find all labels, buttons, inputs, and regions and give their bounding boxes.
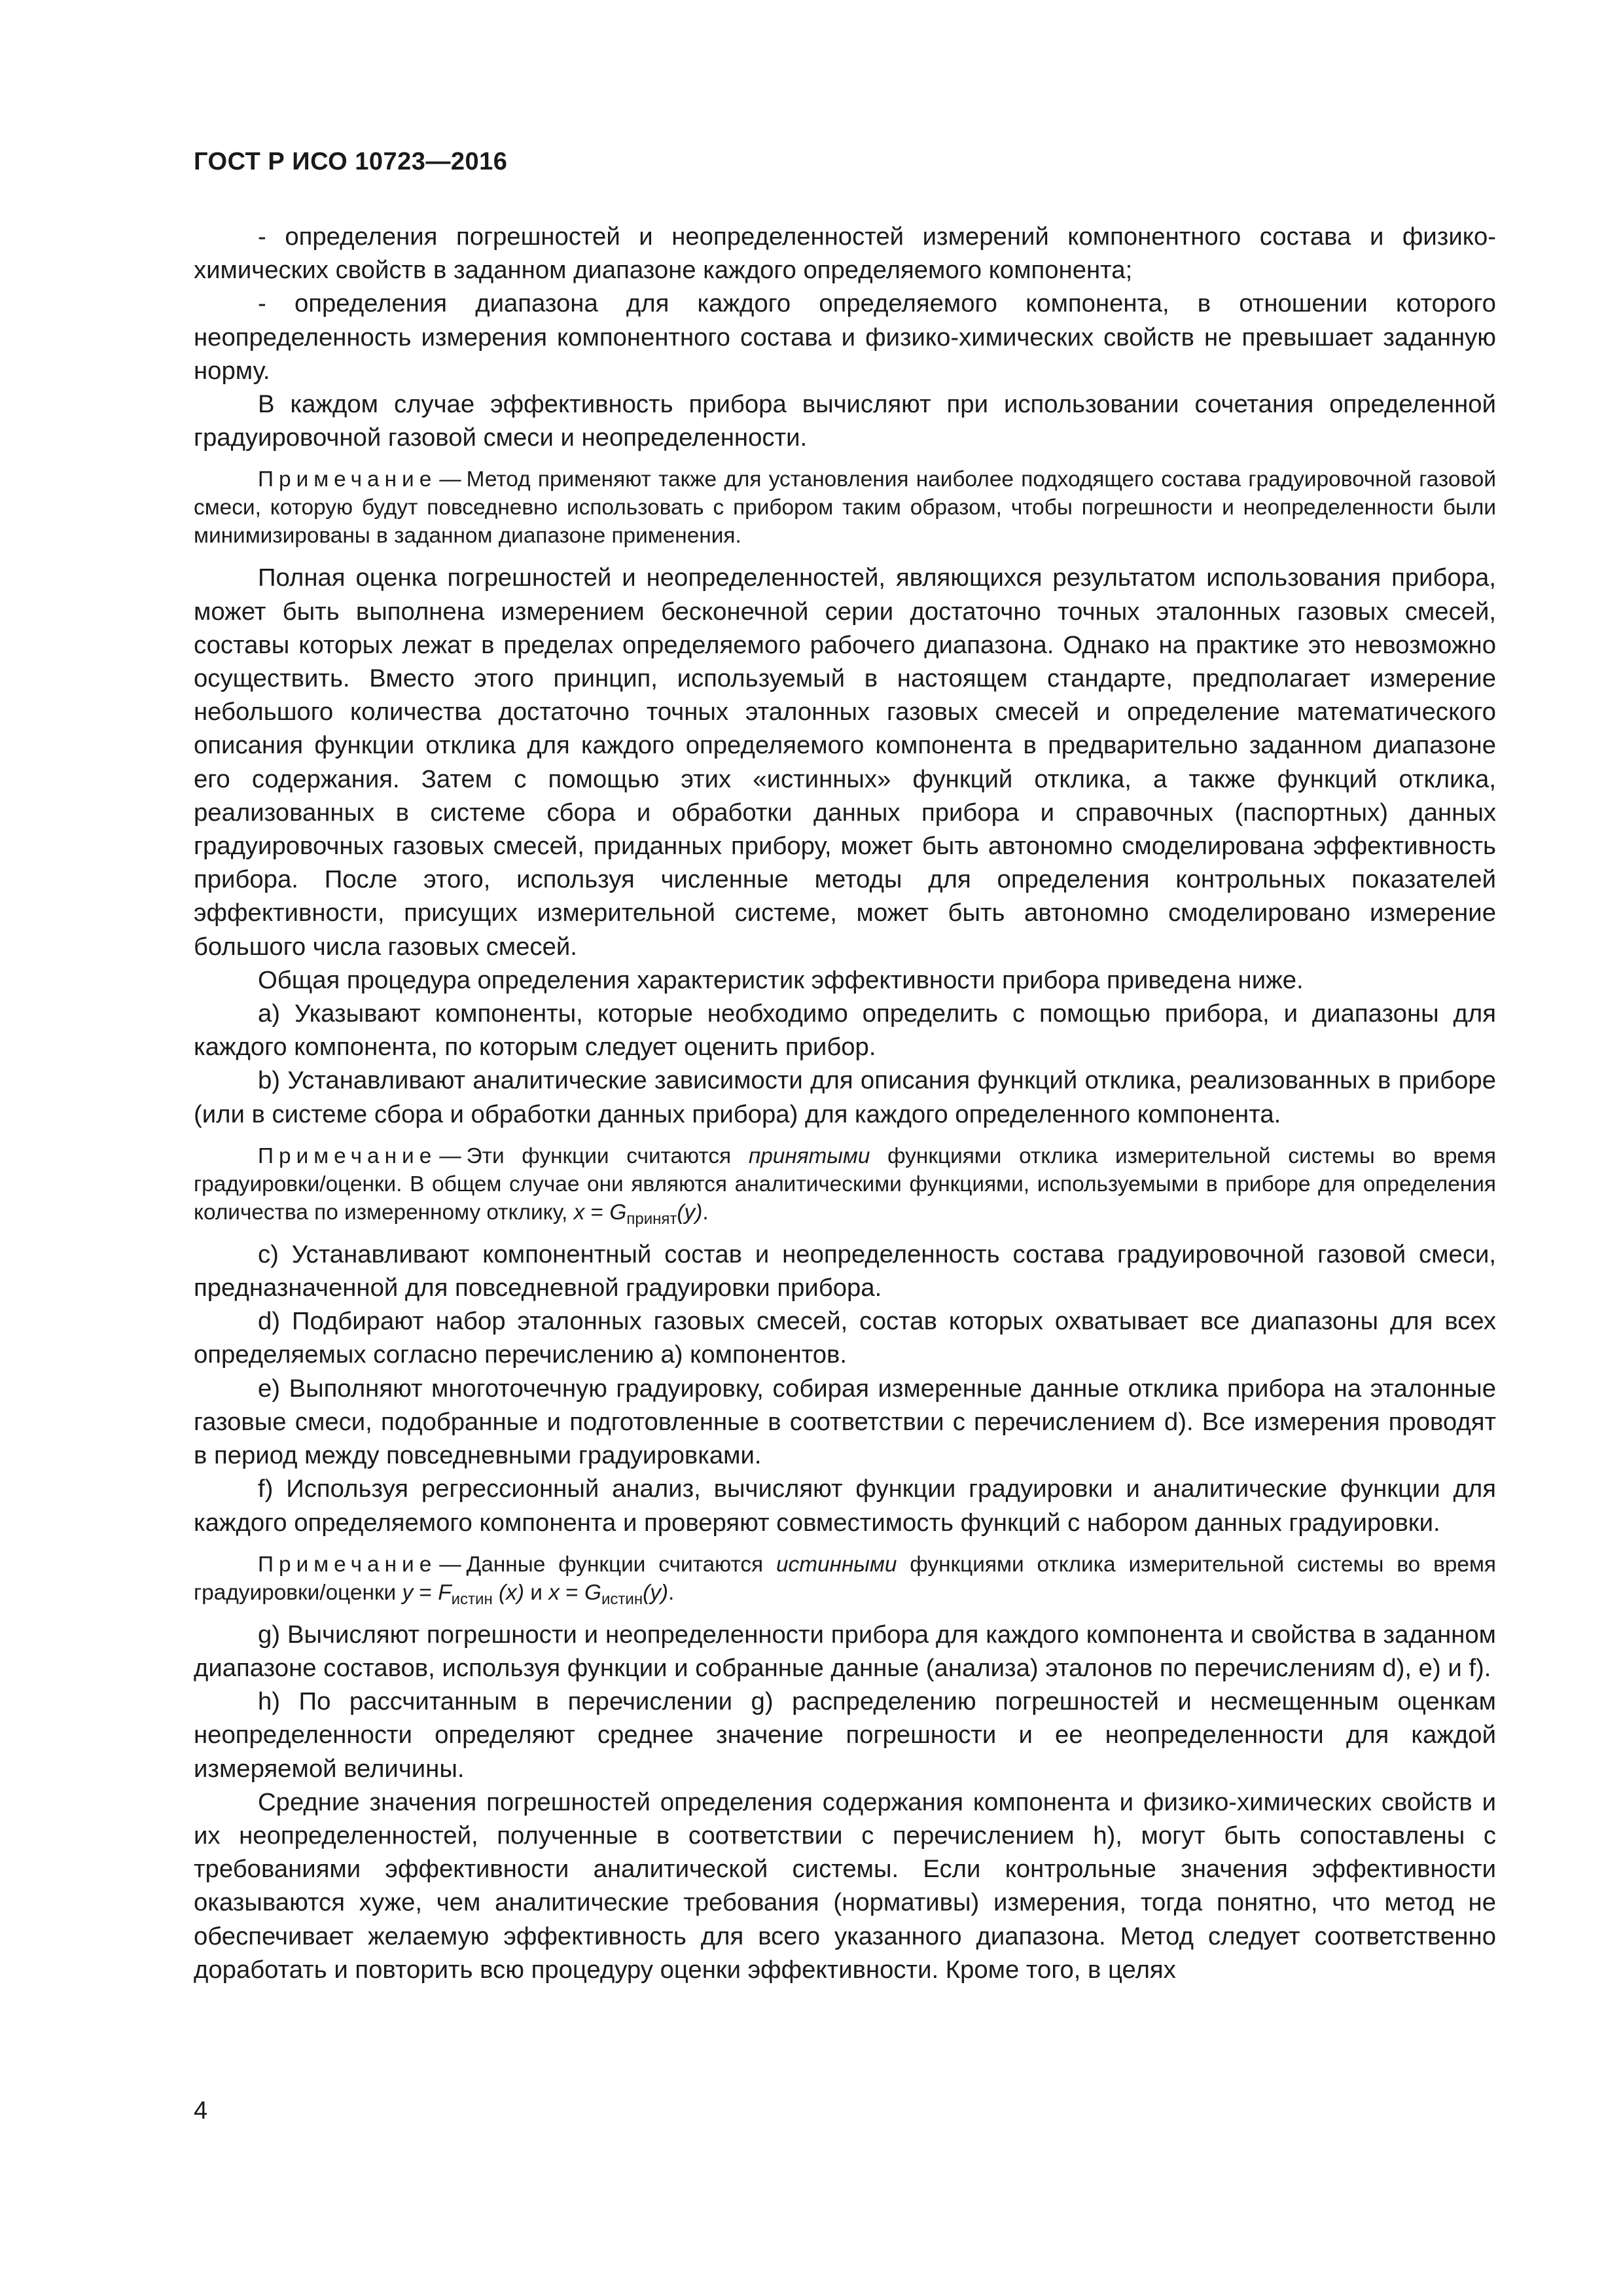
formula-argument: (x) xyxy=(492,1580,524,1605)
list-item: b) Устанавливают аналитические зависимости для описания функций отклика, реализованных в приборе (или в системе сбора и обработки данных прибора) для каждого определенного компонента. xyxy=(194,1066,1496,1128)
formula-variable: x xyxy=(548,1580,560,1605)
formula-function: G xyxy=(584,1580,601,1605)
list-item: а) Указывают компоненты, которые необходимо определить с помощью прибора, и диапазоны для каждого компонента, по которым следует оценить прибор. xyxy=(194,999,1496,1062)
formula-end: . xyxy=(702,1200,709,1225)
note xyxy=(194,465,1496,550)
formula-subscript: принят xyxy=(626,1210,677,1229)
paragraph: Средние значения погрешностей определения содержания компонента и физико-химических свойств и их неопределенностей, полученные в соответствии с перечислением h), могут быть сопоставлены с требованиями эффективности аналитической системы. Если контрольные значения эффективности оказываются хуже, чем аналитические требования (нормативы) измерения, тогда понятно, что метод не обеспечивает желаемую эффективность для всего указанного диапазона. Метод следует соответственно доработать и повторить всю процедуру оценки эффективности. Кроме того, в целях xyxy=(194,1787,1496,1984)
paragraph: Полная оценка погрешностей и неопределенностей, являющихся результатом использования прибора, может быть выполнена измерением бесконечной серии достаточно точных эталонных газовых смесей, составы которых лежат в пределах определяемого рабочего диапазона. Однако на практике это невозможно осуществить. Вместо этого принцип, используемый в настоящем стандарте, предполагает измерение небольшого количества достаточно точных эталонных газовых смесей и определение математического описания функции отклика для каждого определяемого компонента в предварительно заданном диапазоне его содержания. Затем с помощью этих «истинных» функций отклика, а также функций отклика, реализованных в системе сбора и обработки данных прибора и справочных (паспортных) данных градуировочных газовых смесей, приданных прибору, может быть автономно смоделирована эффективность прибора. После этого, используя численные методы для определения контрольных показателей эффективности, присущих измерительной системе, может быть автономно смоделировано измерение большого числа газовых смесей. xyxy=(194,564,1496,961)
formula-end: . xyxy=(668,1580,675,1605)
formula-variable: y xyxy=(402,1580,414,1605)
formula-function: G xyxy=(609,1200,627,1225)
formula-subscript: истин xyxy=(601,1590,643,1608)
list-item: d) Подбирают набор эталонных газовых смесей, состав которых охватывает все диапазоны для всех определяемых согласно перечислению а) компонентов. xyxy=(194,1307,1496,1369)
paragraph: Общая процедура определения характеристик эффективности прибора приведена ниже. xyxy=(258,965,1304,994)
formula-argument: (y) xyxy=(643,1580,669,1605)
note-emphasis: истинными xyxy=(776,1552,897,1577)
note-dash: — xyxy=(439,1552,461,1577)
paragraph: В каждом случае эффективность прибора вычисляют при использовании сочетания определенной градуировочной газовой смеси и неопределенности. xyxy=(194,390,1496,452)
page-number: 4 xyxy=(194,2097,208,2125)
note xyxy=(194,1551,1496,1607)
note-text: Метод применяют также для установления наиболее подходящего состава градуировочной газовой смеси, которую будут повседневно использовать с прибором таким образом, чтобы погрешности и неопределенности были минимизированы в заданном диапазоне применения. xyxy=(194,467,1496,548)
paragraph: - определения диапазона для каждого определяемого компонента, в отношении которого неопределенность измерения компонентного состава и физико-химических свойств не превышает заданную норму. xyxy=(194,289,1496,385)
document-body xyxy=(194,220,1496,1986)
note-label: Примечание xyxy=(258,1143,437,1168)
formula-argument: (y) xyxy=(677,1200,703,1225)
formula-subscript: истин xyxy=(451,1590,493,1608)
formula-operator: = xyxy=(559,1580,584,1605)
list-item: h) По рассчитанным в перечислении g) распределению погрешностей и несмещенным оценкам неопределенности определяют среднее значение погрешности и ее неопределенности для каждой измеряемой величины. xyxy=(194,1687,1496,1783)
note xyxy=(194,1142,1496,1227)
formula-conjunction: и xyxy=(524,1580,549,1605)
formula-function: F xyxy=(438,1580,452,1605)
paragraph: - определения погрешностей и неопределенностей измерений компонентного состава и физико-химических свойств в заданном диапазоне каждого определяемого компонента; xyxy=(194,223,1496,285)
note-emphasis: принятыми xyxy=(748,1143,870,1168)
note-text: Данные функции считаются xyxy=(466,1552,776,1577)
note-text: функциями отклика измерительной системы во время градуировки/оценки. В общем случае они являются аналитическими функциями, используемыми в приборе для определения количества по измеренному отклику, xyxy=(194,1143,1496,1225)
note-dash: — xyxy=(439,467,461,492)
formula-variable: x xyxy=(573,1200,585,1225)
document-header: ГОСТ Р ИСО 10723—2016 xyxy=(194,148,508,175)
formula-operator: = xyxy=(584,1200,610,1225)
list-item: с) Устанавливают компонентный состав и неопределенность состава градуировочной газовой смеси, предназначенной для повседневной градуировки прибора. xyxy=(194,1240,1496,1302)
note-label: Примечание xyxy=(258,1552,437,1577)
formula-operator: = xyxy=(413,1580,438,1605)
note-label: Примечание xyxy=(258,467,437,492)
note-dash: — xyxy=(439,1143,461,1168)
note-text: функциями отклика измерительной системы во время градуировки/оценки xyxy=(194,1552,1496,1605)
list-item: g) Вычисляют погрешности и неопределенности прибора для каждого компонента и свойства в заданном диапазоне составов, используя функции и собранные данные (анализа) эталонов по перечислениям d), е) и f). xyxy=(194,1620,1496,1682)
list-item: f) Используя регрессионный анализ, вычисляют функции градуировки и аналитические функции для каждого определяемого компонента и проверяют совместимость функций с набором данных градуировки. xyxy=(194,1475,1496,1537)
list-item: е) Выполняют многоточечную градуировку, собирая измеренные данные отклика прибора на эталонные газовые смеси, подобранные и подготовленные в соответствии с перечислением d). Все измерения проводят в период между повседневными градуировками. xyxy=(194,1374,1496,1470)
note-text: Эти функции считаются xyxy=(466,1143,749,1168)
